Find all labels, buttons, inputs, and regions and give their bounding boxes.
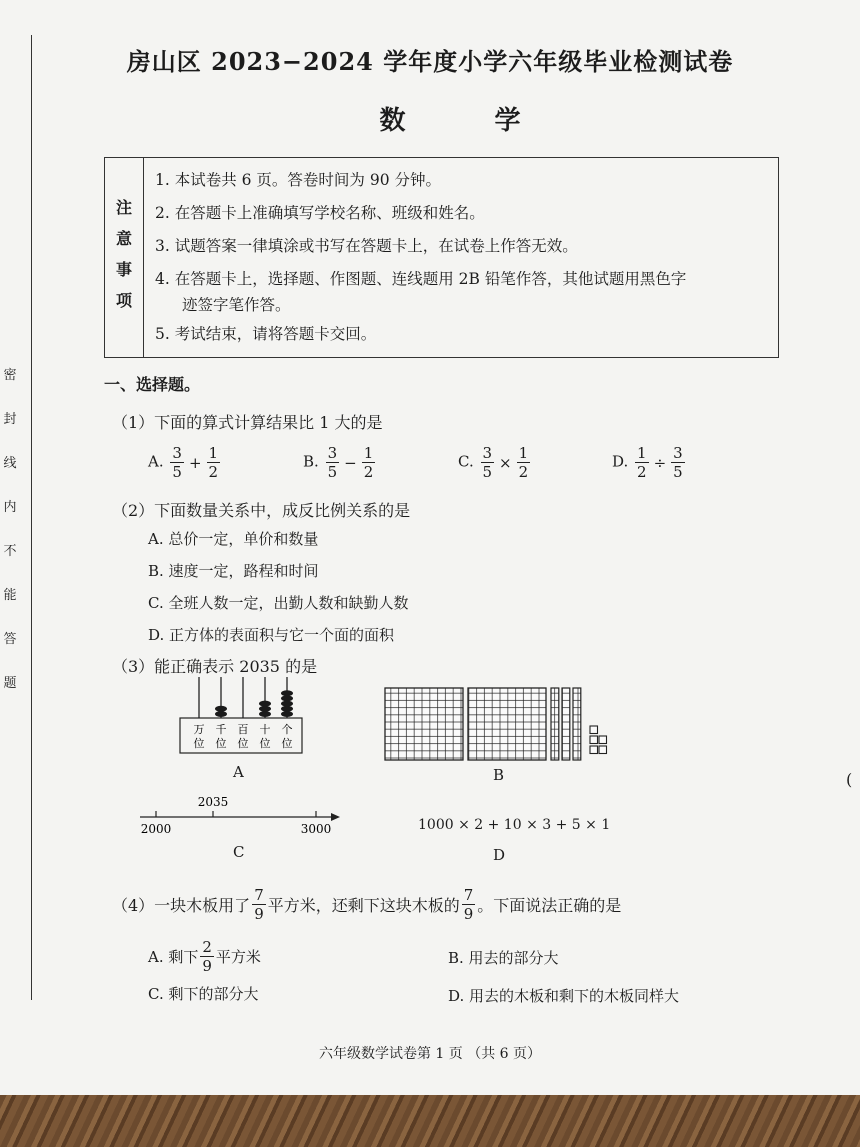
- exam-subject: 数 学: [379, 106, 561, 136]
- binding-margin-line: [31, 35, 32, 1000]
- fraction: [252, 886, 266, 923]
- fraction: [200, 938, 214, 975]
- seal-char: 内: [3, 500, 17, 515]
- abacus-bead: [259, 706, 271, 712]
- notes-heading-char: 注: [115, 198, 132, 217]
- note-item: 1. 本试卷共 6 页。答卷时间为 90 分钟。: [155, 171, 442, 189]
- abacus-bead: [259, 701, 271, 707]
- denominator: 2: [363, 463, 374, 481]
- q4-option-b: B. 用去的部分大: [448, 949, 559, 967]
- notes-heading-char: 事: [115, 260, 132, 279]
- question-2-stem: （2）下面数量关系中，成反比例关系的是: [112, 501, 411, 520]
- figure-label-d: D: [493, 846, 506, 864]
- q4-option-a: [148, 938, 261, 975]
- note-item: 2. 在答题卡上准确填写学校名称、班级和姓名。: [155, 204, 485, 222]
- cut-off-parenthesis: (: [846, 770, 853, 789]
- q1-option-d: [612, 444, 687, 481]
- abacus-bead: [281, 695, 293, 701]
- figure-label-c: C: [233, 843, 245, 861]
- q4-option-c: C. 剩下的部分大: [148, 985, 259, 1003]
- tick-label-right: 3000: [300, 822, 332, 836]
- numerator: 1: [518, 444, 529, 462]
- one-cube: [590, 736, 598, 744]
- q2-option-c: C. 全班人数一定，出勤人数和缺勤人数: [148, 594, 409, 612]
- abacus-place-char: 位: [193, 737, 205, 750]
- note-item: 4. 在答题卡上，选择题、作图题、连线题用 2B 铅笔作答，其他试题用黑色字: [155, 270, 687, 288]
- fraction: [170, 444, 184, 481]
- note-item: 5. 考试结束，请将答题卡交回。: [155, 325, 377, 343]
- abacus-place-char: 十: [259, 723, 271, 736]
- ten-rod: [573, 688, 581, 760]
- denominator: 2: [518, 463, 529, 481]
- hundred-block: [468, 688, 546, 760]
- seal-char: 答: [3, 632, 17, 647]
- denominator: 9: [463, 905, 474, 923]
- operator: ×: [499, 453, 512, 472]
- one-cube: [590, 746, 598, 754]
- abacus-bead: [281, 711, 293, 717]
- abacus-place-char: 千: [215, 723, 227, 736]
- denominator: 2: [637, 463, 647, 481]
- seal-char: 题: [3, 676, 17, 691]
- fraction: [362, 444, 376, 481]
- denominator: 5: [482, 463, 493, 481]
- abacus-place-char: 位: [281, 737, 293, 750]
- seal-char: 不: [3, 544, 17, 559]
- figure-label-a: A: [233, 763, 244, 781]
- numerator: 7: [254, 886, 264, 904]
- tick-label-left: 2000: [140, 822, 172, 836]
- seal-char: 密: [3, 368, 17, 383]
- numerator: 3: [327, 444, 338, 462]
- numerator: 3: [673, 444, 683, 462]
- abacus-figure: [178, 675, 308, 760]
- seal-char: 封: [3, 412, 17, 427]
- tick-label-mark: 2035: [197, 795, 229, 809]
- abacus-rods: [199, 677, 293, 718]
- option-part: A. 剩下: [148, 948, 199, 966]
- option-part: 平方米: [215, 948, 261, 966]
- numerator: 1: [208, 444, 219, 462]
- numerator: 3: [482, 444, 493, 462]
- hundred-block: [385, 688, 463, 760]
- fraction: [517, 444, 531, 481]
- abacus-place-char: 位: [259, 737, 271, 750]
- operator: ÷: [653, 453, 667, 472]
- section-heading: 一、选择题。: [104, 375, 201, 394]
- notes-heading-char: 意: [115, 229, 132, 248]
- abacus-place-char: 个: [281, 723, 293, 736]
- fraction: [207, 444, 221, 481]
- numerator: 7: [463, 886, 474, 904]
- number-line-arrow: [331, 813, 340, 821]
- one-cube: [599, 746, 607, 754]
- ten-rod: [562, 688, 570, 760]
- option-letter: B.: [303, 452, 319, 471]
- ten-rod: [551, 688, 559, 760]
- abacus-bead: [215, 711, 227, 717]
- notes-heading-char: 项: [115, 291, 132, 310]
- abacus-bead: [281, 706, 293, 712]
- fraction: [635, 444, 649, 481]
- one-cube: [590, 726, 598, 734]
- seal-char: 线: [3, 456, 17, 471]
- denominator: 5: [172, 463, 182, 481]
- fraction: [481, 444, 495, 481]
- exam-title: 房山区 2023−2024 学年度小学六年级毕业检测试卷: [126, 47, 734, 76]
- figure-label-b: B: [493, 766, 505, 784]
- fraction: [326, 444, 340, 481]
- q2-option-b: B. 速度一定，路程和时间: [148, 562, 319, 580]
- denominator: 2: [208, 463, 219, 481]
- q2-option-d: D. 正方体的表面积与它一个面的面积: [148, 626, 395, 644]
- operator: −: [344, 453, 357, 472]
- numerator: 1: [363, 444, 374, 462]
- note-item: 迹签字笔作答。: [182, 296, 291, 314]
- question-4-stem: [112, 886, 621, 923]
- fraction: [462, 886, 476, 923]
- option-letter: D.: [612, 452, 629, 471]
- numerator: 1: [637, 444, 647, 462]
- numerator: 2: [202, 938, 212, 956]
- expression: 1000 × 2 + 10 × 3 + 5 × 1: [418, 817, 611, 833]
- abacus-bead: [281, 701, 293, 707]
- fraction: [671, 444, 685, 481]
- operator: +: [188, 453, 202, 472]
- abacus-place-char: 万: [193, 723, 205, 736]
- abacus-bead: [259, 711, 271, 717]
- denominator: 5: [673, 463, 683, 481]
- denominator: 5: [327, 463, 338, 481]
- page-footer: 六年级数学试卷第 1 页 （共 6 页）: [318, 1046, 542, 1062]
- stem-part: （4）一块木板用了: [112, 896, 251, 915]
- one-cube: [599, 736, 607, 744]
- denominator: 9: [202, 957, 212, 975]
- stem-part: 。下面说法正确的是: [477, 896, 622, 915]
- abacus-place-char: 位: [215, 737, 227, 750]
- q1-option-a: [148, 444, 222, 481]
- q2-option-a: A. 总价一定，单价和数量: [148, 530, 319, 548]
- stem-part: 平方米，还剩下这块木板的: [267, 896, 460, 915]
- question-3-stem: （3）能正确表示 2035 的是: [112, 657, 318, 676]
- option-letter: A.: [148, 452, 164, 471]
- abacus-place-char: 百: [237, 723, 249, 736]
- q4-option-d: D. 用去的木板和剩下的木板同样大: [448, 987, 680, 1005]
- abacus-bead: [281, 690, 293, 696]
- q1-option-b: [303, 444, 377, 481]
- question-1-stem: （1）下面的算式计算结果比 1 大的是: [112, 413, 383, 432]
- abacus-place-char: 位: [237, 737, 249, 750]
- desk-background: [0, 1095, 860, 1147]
- note-item: 3. 试题答案一律填涂或书写在答题卡上，在试卷上作答无效。: [155, 237, 578, 255]
- abacus-bead: [215, 706, 227, 712]
- base-ten-blocks-figure: [383, 686, 623, 766]
- number-line-figure: [138, 793, 348, 838]
- numerator: 3: [172, 444, 182, 462]
- option-letter: C.: [458, 452, 474, 471]
- denominator: 9: [254, 905, 264, 923]
- q1-option-c: [458, 444, 532, 481]
- blocks-group: [385, 688, 607, 760]
- seal-char: 能: [3, 588, 17, 603]
